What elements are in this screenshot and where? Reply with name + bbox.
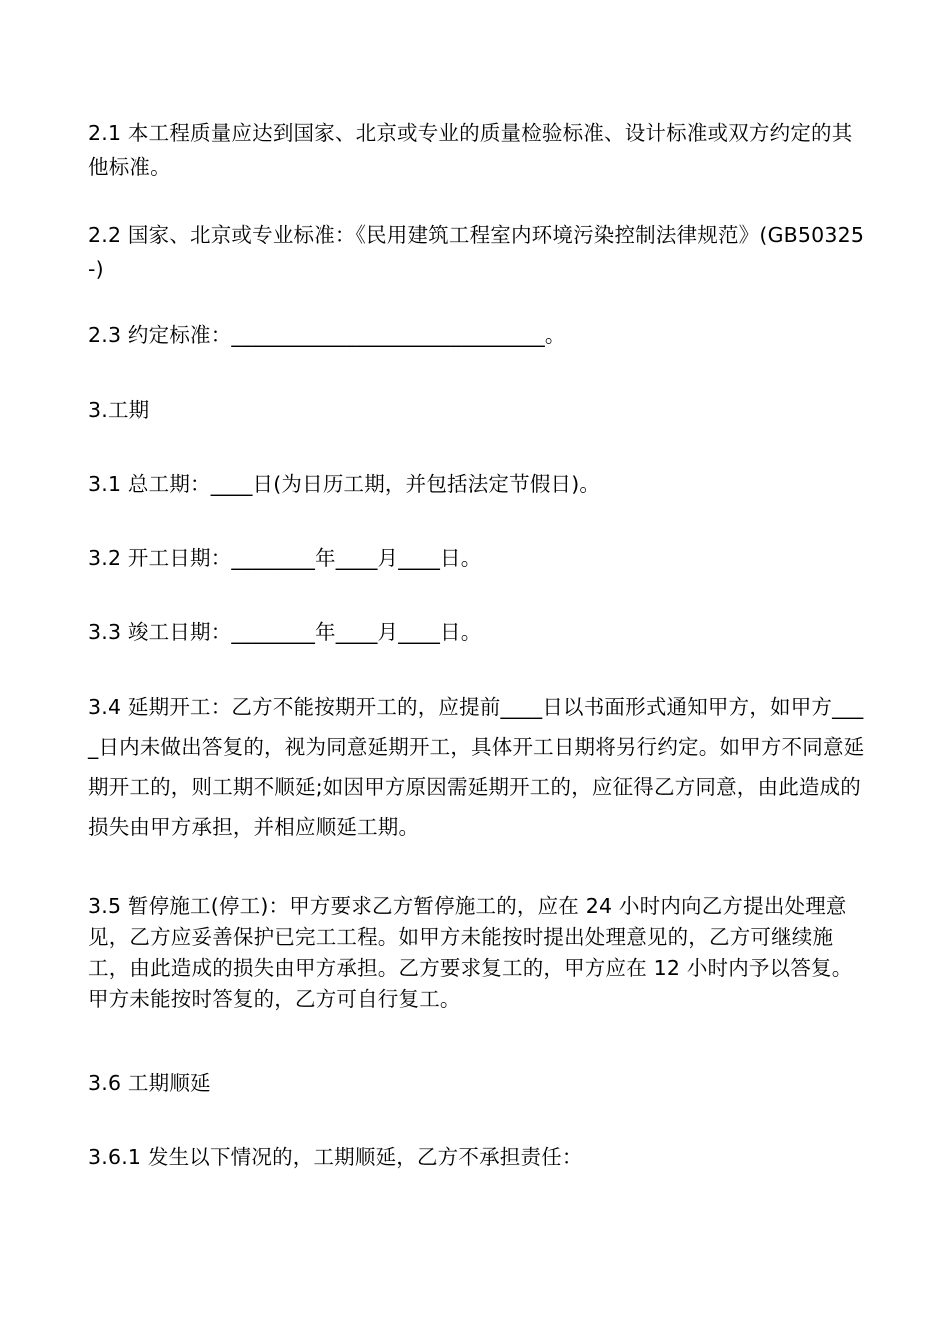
clause-3-3: 3.3 竣工日期：________年____月____日。 — [88, 620, 482, 644]
clause-3-2: 3.2 开工日期：________年____月____日。 — [88, 546, 482, 570]
clause-2-2: 2.2 国家、北京或专业标准：《民用建筑工程室内环境污染控制法律规范》(GB50325-) — [88, 223, 865, 281]
section-3-heading: 3.工期 — [88, 398, 150, 422]
clause-3-5: 3.5 暂停施工(停工)：甲方要求乙方暂停施工的，应在 24 小时内向乙方提出处理意见，乙方应妥善保护已完工工程。如甲方未能按时提出处理意见的，乙方可继续施工，由此造成的损失由甲方承担。乙方要求复工的，甲方应在 12 小时内予以答复。甲方未能按时答复的，乙方可自行复工。 — [88, 894, 853, 1011]
clause-3-1: 3.1 总工期：____日(为日历工期，并包括法定节假日)。 — [88, 472, 601, 496]
section-3-6-heading: 3.6 工期顺延 — [88, 1071, 211, 1095]
clause-2-1: 2.1 本工程质量应达到国家、北京或专业的质量检验标准、设计标准或双方约定的其他标准。 — [88, 121, 853, 179]
clause-3-4: 3.4 延期开工：乙方不能按期开工的，应提前____日以书面形式通知甲方，如甲方____日内未做出答复的，视为同意延期开工，具体开工日期将另行约定。如甲方不同意延期开工的，则工期不顺延;如因甲方原因需延期开工的，应征得乙方同意，由此造成的损失由甲方承担，并相应顺延工期。 — [88, 695, 865, 839]
clause-2-3: 2.3 约定标准：______________________________。 — [88, 323, 566, 347]
clause-3-6-1: 3.6.1 发生以下情况的，工期顺延，乙方不承担责任： — [88, 1145, 583, 1169]
